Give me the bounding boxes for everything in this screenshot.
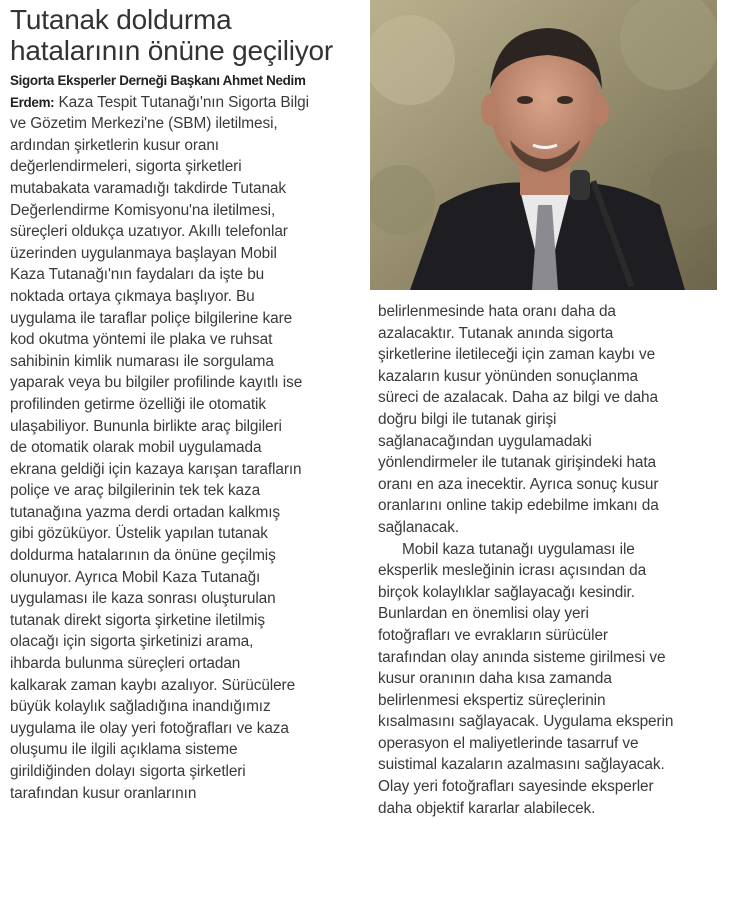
left-lines-line: tutanak direkt sigorta şirketine iletilmiş [10, 611, 265, 629]
left-lines-line: değerlendirmeleri, sigorta şirketleri [10, 158, 242, 176]
article-left-column [10, 70, 360, 804]
left-line-1-text: Kaza Tespit Tutanağı'nın Sigorta Bilgi [54, 93, 309, 111]
left-lines-line: ardından şirketlerin kusur oranı [10, 136, 219, 154]
left-lines-line: Değerlendirme Komisyonu'na iletilmesi, [10, 201, 276, 219]
left-lines-line: girildiğinden dolayı sigorta şirketleri [10, 763, 246, 780]
left-lines-line: ekrana geldiği için kazaya karışan tarafların [10, 460, 302, 478]
right-lines-line: yönlendirmeler ile tutanak girişindeki hata [378, 454, 657, 472]
right-lines_2-line: belirlenmesi ekspertiz süreçlerinin [378, 691, 606, 709]
right-lines_2-line: daha objektif kararlar alabilecek. [378, 799, 596, 817]
left-lines-line: poliçe ve araç bilgilerinin tek tek kaza [10, 482, 261, 500]
article-title [10, 4, 355, 66]
left-lines-line: ihbarda bulunma süreçleri ortadan [10, 655, 241, 673]
right-lines_2-line: birçok kolaylıklar sağlayacağı kesindir. [378, 583, 635, 601]
right-lines-line: doğru bilgi ile tutanak girişi [378, 410, 557, 428]
left-lines-line: noktada ortaya çıkmaya başlıyor. Bu [10, 287, 255, 305]
right-lines-line: sağlanacak. [378, 518, 460, 536]
left-lines-line: olacağı için sigorta şirketinizi arama, [10, 633, 254, 651]
byline: Sigorta Eksperler Derneği Başkanı Ahmet Nedim [10, 73, 306, 88]
left-lines-line: doldurma hatalarının da önüne geçilmiş [10, 547, 276, 565]
right-lines_2-line: suistimal kazaların azalmasını sağlayacak. [378, 756, 665, 774]
right-lines-line: azalacaktır. Tutanak anında sigorta [378, 324, 614, 342]
left-lines-line: uygulama ile taraflar poliçe bilgilerine kare [10, 309, 293, 327]
right-lines_2-line: fotoğrafları ve evrakların sürücüler [378, 626, 608, 644]
right-lines_2-line: kusur oranının daha kısa zamanda [378, 670, 612, 688]
right-lines-line: şirketlerine iletileceği için zaman kaybı ve [378, 346, 656, 364]
left-lines-line: sahibinin kimlik numarası ile sorgulama [10, 352, 274, 370]
right-lines_2-line: Olay yeri fotoğrafları sayesinde eksperler [378, 778, 654, 796]
left-lines-line: ulaşabiliyor. Bununla birlikte araç bilgileri [10, 417, 282, 435]
right-lines_2-line: Mobil kaza tutanağı uygulaması ile [402, 540, 635, 558]
left-line-1 [10, 92, 360, 114]
left-lines-line: de otomatik olarak mobil uygulamada [10, 439, 262, 457]
left-lines-line: tutanağına yazma derdi ortadan kalkmış [10, 503, 280, 521]
left-lines-line: gibi gözüküyor. Üstelik yapılan tutanak [10, 525, 268, 543]
right-lines-line: oranlarını online takip edebilme imkanı da [378, 497, 659, 515]
right-lines-line: kazaların kusur yönünden sonuçlanma [378, 367, 639, 385]
title-line-2: hatalarının önüne geçiliyor [10, 35, 334, 66]
left-lines-line: yaparak veya bu bilgiler profilinde kayıtlı ise [10, 374, 303, 392]
left-lines-line: uygulama ile olay yeri fotoğrafları ve kaza [10, 719, 289, 737]
left-lines-line: Kaza Tutanağı'nın faydaları da işte bu [10, 266, 265, 284]
left-lines-line: tarafından kusur oranlarının [10, 784, 197, 802]
right-lines_2-line: kısalmasını sağlayacak. Uygulama eksperin [378, 713, 674, 731]
left-lines-line: büyük kolaylık sağladığına inandığımız [10, 698, 271, 716]
right-lines-line: oranı en aza inecektir. Ayrıca sonuç kusur [378, 475, 659, 493]
left-lines-line: olunuyor. Ayrıca Mobil Kaza Tutanağı [10, 568, 261, 586]
right-lines-line: süreci de azalacak. Daha az bilgi ve daha [378, 389, 658, 407]
article-right-column [378, 301, 728, 819]
left-lines-line: profilinden getirme özelliği ile otomatik [10, 395, 266, 413]
right-body [378, 301, 728, 539]
left-lines-line: kod okutma yöntemi ile plaka ve ruhsat [10, 331, 273, 349]
left-lines-line: mutabakata varamadığı takdirde Tutanak [10, 179, 286, 197]
left-lines-line: üzerinden uygulanmaya başlayan Mobil [10, 244, 277, 262]
left-lines-line: ve Gözetim Merkezi'ne (SBM) iletilmesi, [10, 115, 278, 133]
byline-name: Erdem: [10, 94, 55, 110]
left-lines-line: kalkarak zaman kaybı azalıyor. Sürücülere [10, 676, 296, 694]
right-body-paragraph-2 [378, 539, 728, 820]
right-lines_2-line: eksperlik mesleğinin icrası açısından da [378, 562, 647, 580]
portrait-photo [370, 0, 717, 290]
left-lines-line: uygulaması ile kaza sonrası oluşturulan [10, 590, 276, 608]
right-lines-line: belirlenmesinde hata oranı daha da [378, 303, 616, 320]
right-lines_2-line: operasyon el maliyetlerinde tasarruf ve [378, 734, 639, 752]
right-lines_2-line: Bunlardan en önemlisi olay yeri [378, 605, 589, 623]
right-lines_2-line: tarafından olay anında sisteme girilmesi ve [378, 648, 666, 666]
left-lines-line: oluşumu ile ilgili açıklama sisteme [10, 741, 238, 759]
left-lines-line: süreçleri oldukça uzatıyor. Akıllı telefonlar [10, 223, 288, 241]
title-line-1: Tutanak doldurma [10, 4, 232, 35]
portrait-image [370, 0, 717, 290]
left-body [10, 113, 360, 804]
right-lines-line: sağlanacağından uygulamadaki [378, 432, 592, 450]
